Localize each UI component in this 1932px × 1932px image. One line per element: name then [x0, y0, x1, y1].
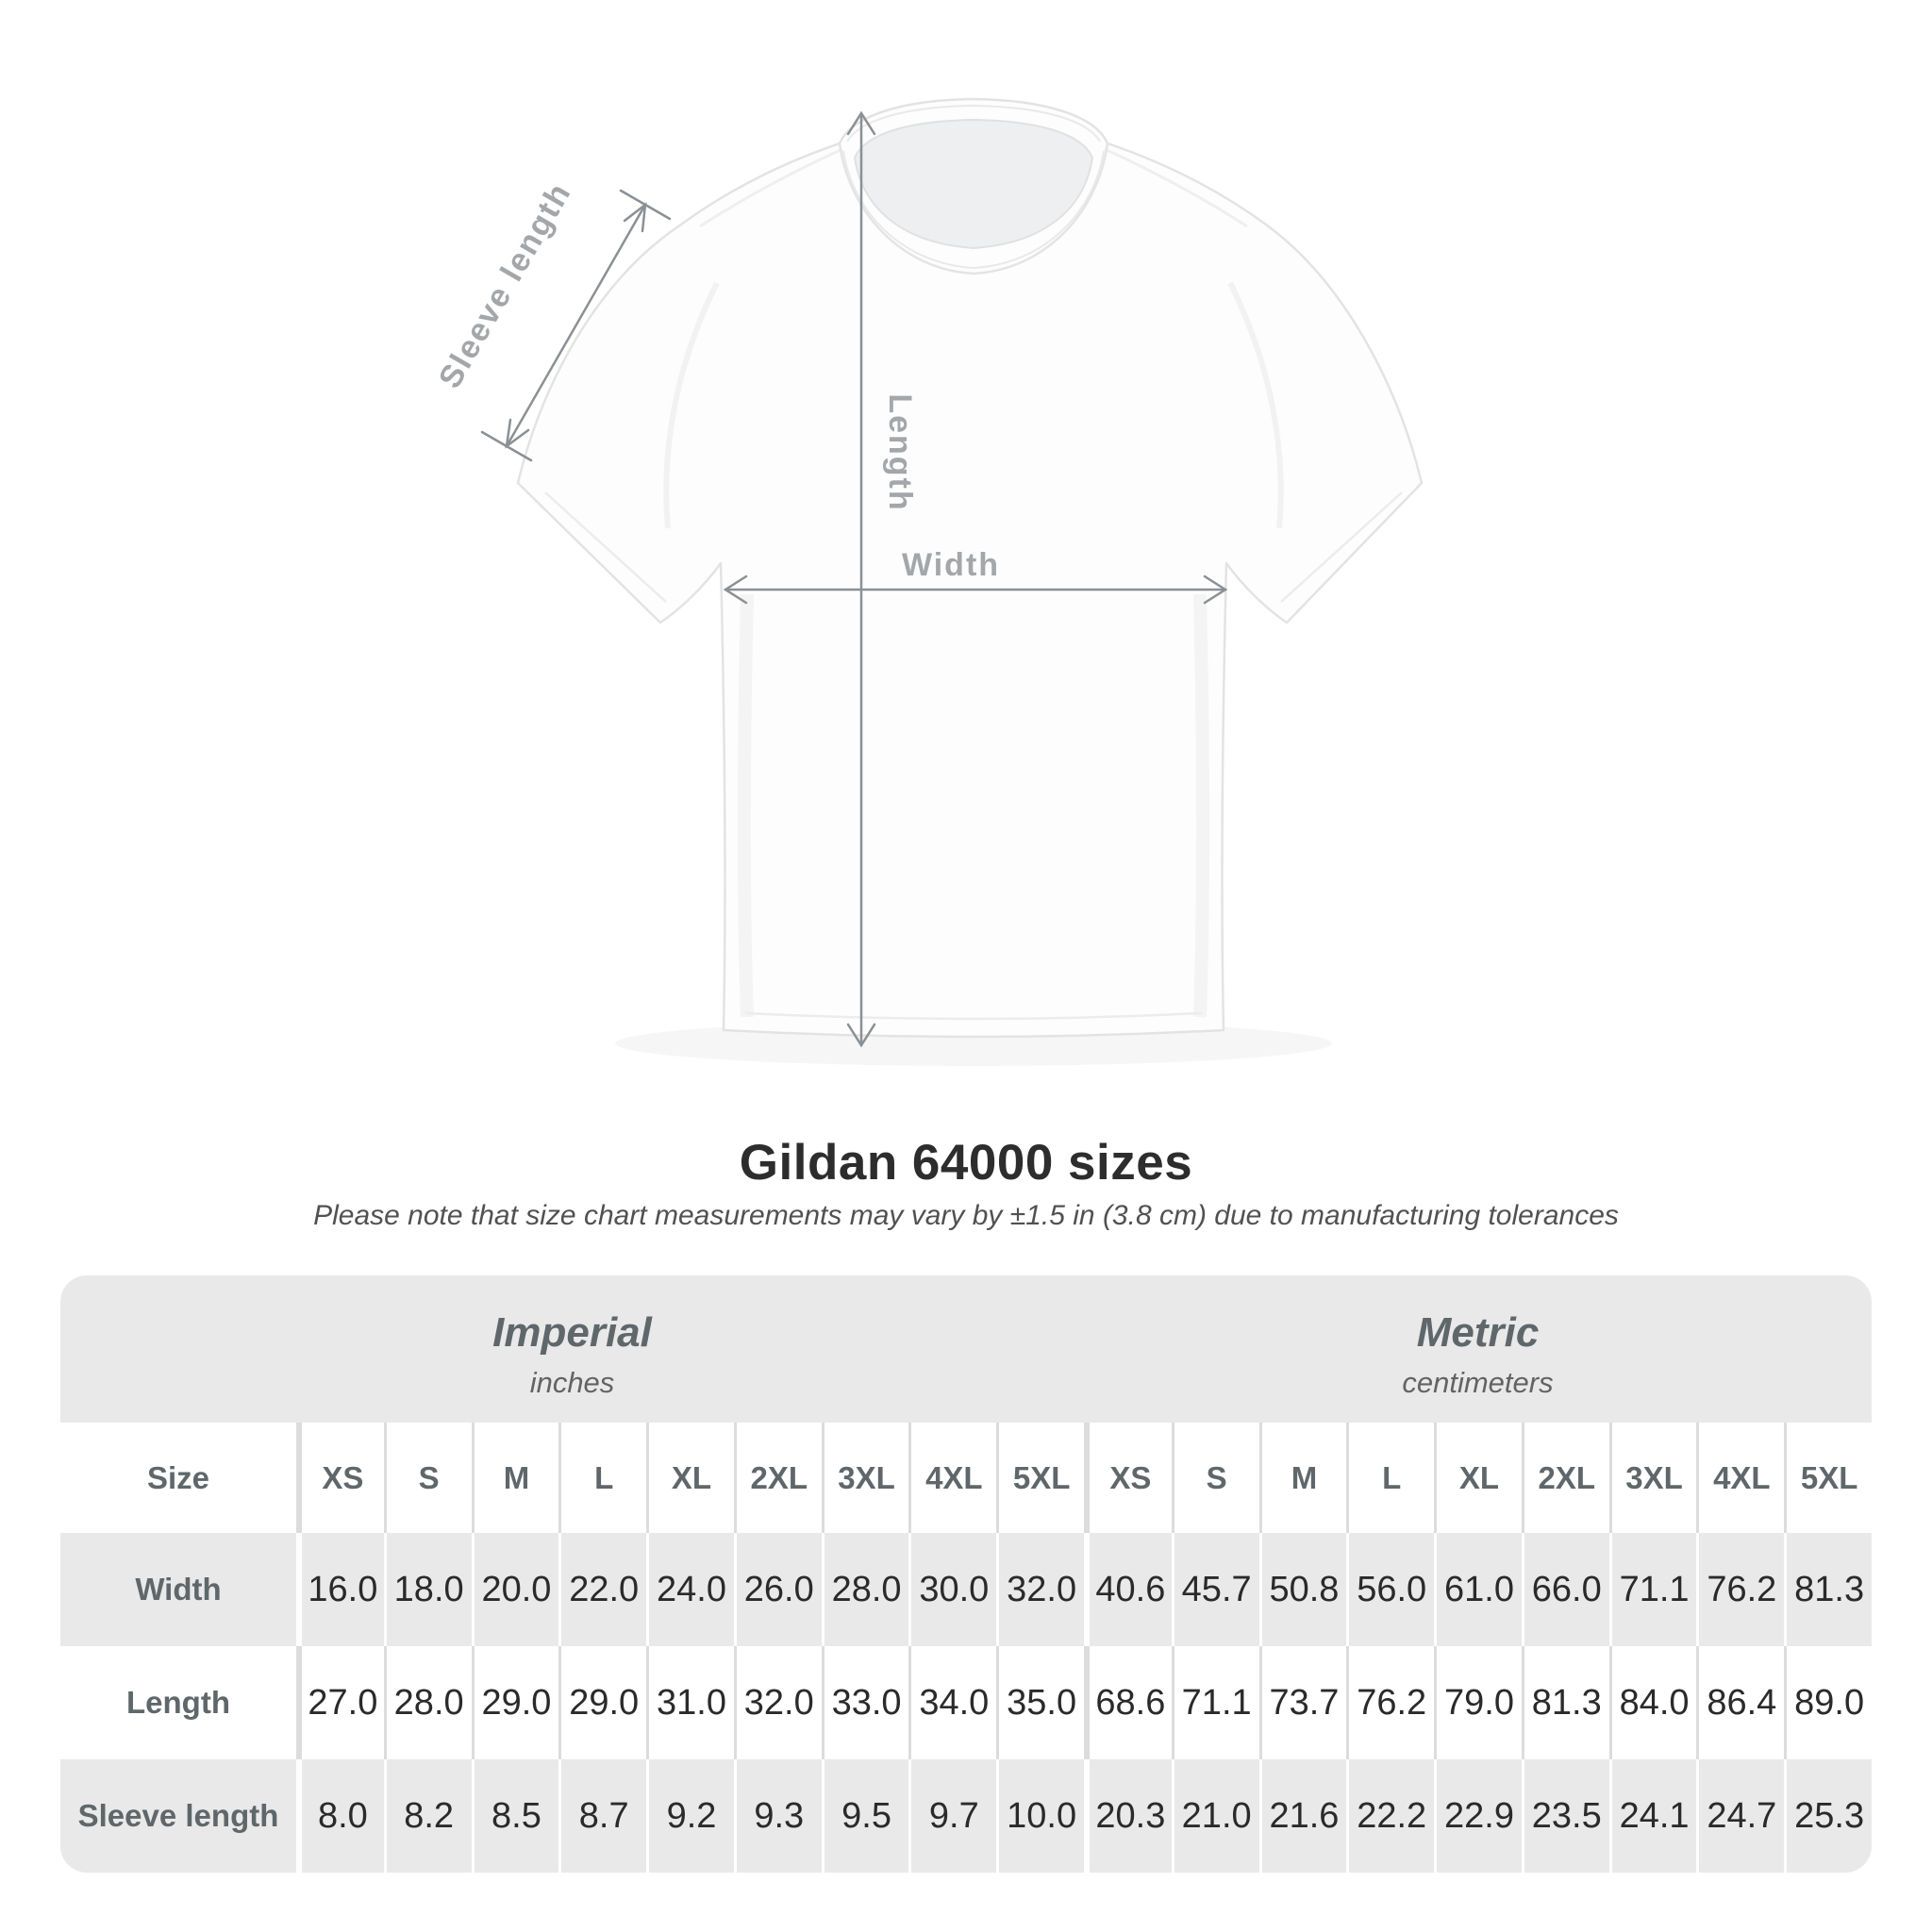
- size-header-imperial-m: M: [472, 1423, 559, 1533]
- value-cell: 20.3: [1084, 1759, 1172, 1873]
- value-cell: 61.0: [1434, 1533, 1522, 1646]
- value-cell: 40.6: [1084, 1533, 1172, 1646]
- body-shade-right: [1200, 594, 1203, 1017]
- value-cell: 71.1: [1609, 1533, 1697, 1646]
- sleeve-length-label: Sleeve length: [431, 175, 579, 395]
- value-cell: 89.0: [1784, 1646, 1872, 1759]
- size-header-row: [60, 1423, 1872, 1533]
- table-row-length: [60, 1646, 1872, 1759]
- value-cell: 20.0: [472, 1533, 559, 1646]
- size-header-metric-xs: XS: [1084, 1423, 1172, 1533]
- value-cell: 34.0: [908, 1646, 996, 1759]
- value-cell: 9.5: [822, 1759, 909, 1873]
- value-cell: 26.0: [734, 1533, 822, 1646]
- value-cell: 9.7: [908, 1759, 996, 1873]
- value-cell: 81.3: [1522, 1646, 1609, 1759]
- size-header-metric-m: M: [1259, 1423, 1347, 1533]
- value-cell: 31.0: [646, 1646, 734, 1759]
- size-header-imperial-s: S: [384, 1423, 472, 1533]
- length-label: Length: [882, 393, 918, 512]
- value-cell: 33.0: [822, 1646, 909, 1759]
- value-cell: 8.7: [558, 1759, 646, 1873]
- value-cell: 10.0: [996, 1759, 1084, 1873]
- value-cell: 56.0: [1346, 1533, 1434, 1646]
- page-title: Gildan 64000 sizes: [739, 1135, 1193, 1191]
- value-cell: 8.0: [296, 1759, 384, 1873]
- size-header-metric-4xl: 4XL: [1696, 1423, 1784, 1533]
- size-header-metric-5xl: 5XL: [1784, 1423, 1872, 1533]
- value-cell: 8.2: [384, 1759, 472, 1873]
- shirt-measurement-diagram: [377, 47, 1547, 1151]
- unit-group-imperial-name: Imperial: [492, 1309, 652, 1356]
- value-cell: 27.0: [296, 1646, 384, 1759]
- table-row-width: [60, 1533, 1872, 1646]
- value-cell: 16.0: [296, 1533, 384, 1646]
- size-header-imperial-xl: XL: [646, 1423, 734, 1533]
- value-cell: 76.2: [1346, 1646, 1434, 1759]
- value-cell: 32.0: [734, 1646, 822, 1759]
- unit-group-imperial: [60, 1275, 1084, 1423]
- value-cell: 50.8: [1259, 1533, 1347, 1646]
- value-cell: 22.0: [558, 1533, 646, 1646]
- value-cell: 84.0: [1609, 1646, 1697, 1759]
- value-cell: 24.1: [1609, 1759, 1697, 1873]
- shirt-diagram-svg: [377, 47, 1547, 1151]
- row-label-sleeve-length: Sleeve length: [77, 1798, 279, 1833]
- value-cell: 23.5: [1522, 1759, 1609, 1873]
- value-cell: 81.3: [1784, 1533, 1872, 1646]
- size-header-label: Size: [146, 1459, 210, 1495]
- value-cell: 22.2: [1346, 1759, 1434, 1873]
- value-cell: 76.2: [1696, 1533, 1784, 1646]
- unit-group-metric: [1084, 1275, 1872, 1423]
- tolerance-note: Please note that size chart measurements may vary by ±1.5 in (3.8 cm) due to manufacturing tolerances: [313, 1200, 1619, 1231]
- size-header-metric-xl: XL: [1434, 1423, 1522, 1533]
- value-cell: 30.0: [908, 1533, 996, 1646]
- size-header-imperial-l: L: [558, 1423, 646, 1533]
- value-cell: 35.0: [996, 1646, 1084, 1759]
- value-cell: 9.3: [734, 1759, 822, 1873]
- value-cell: 25.3: [1784, 1759, 1872, 1873]
- table-row-sleeve-length: [60, 1759, 1872, 1873]
- body-shade-left: [744, 594, 747, 1017]
- value-cell: 21.0: [1172, 1759, 1259, 1873]
- value-cell: 71.1: [1172, 1646, 1259, 1759]
- value-cell: 73.7: [1259, 1646, 1347, 1759]
- size-table: [60, 1275, 1872, 1873]
- value-cell: 8.5: [472, 1759, 559, 1873]
- unit-group-metric-unit: centimeters: [1402, 1366, 1554, 1399]
- value-cell: 9.2: [646, 1759, 734, 1873]
- value-cell: 22.9: [1434, 1759, 1522, 1873]
- value-cell: 32.0: [996, 1533, 1084, 1646]
- value-cell: 68.6: [1084, 1646, 1172, 1759]
- size-header-metric-2xl: 2XL: [1522, 1423, 1609, 1533]
- size-header-imperial-2xl: 2XL: [734, 1423, 822, 1533]
- value-cell: 24.7: [1696, 1759, 1784, 1873]
- value-cell: 66.0: [1522, 1533, 1609, 1646]
- unit-header-row: [60, 1275, 1872, 1423]
- width-label: Width: [901, 547, 1001, 583]
- unit-group-metric-name: Metric: [1416, 1309, 1540, 1356]
- value-cell: 29.0: [472, 1646, 559, 1759]
- row-label-width: Width: [135, 1572, 222, 1607]
- size-header-imperial-5xl: 5XL: [996, 1423, 1084, 1533]
- size-header-metric-s: S: [1172, 1423, 1259, 1533]
- size-header-imperial-3xl: 3XL: [822, 1423, 909, 1533]
- value-cell: 45.7: [1172, 1533, 1259, 1646]
- value-cell: 18.0: [384, 1533, 472, 1646]
- value-cell: 79.0: [1434, 1646, 1522, 1759]
- value-cell: 28.0: [822, 1533, 909, 1646]
- size-header-imperial-4xl: 4XL: [908, 1423, 996, 1533]
- unit-group-imperial-unit: inches: [529, 1366, 615, 1399]
- row-label-length: Length: [126, 1685, 230, 1720]
- size-header-metric-l: L: [1346, 1423, 1434, 1533]
- size-header-metric-3xl: 3XL: [1609, 1423, 1697, 1533]
- value-cell: 29.0: [558, 1646, 646, 1759]
- size-header-imperial-xs: XS: [296, 1423, 384, 1533]
- value-cell: 28.0: [384, 1646, 472, 1759]
- value-cell: 21.6: [1259, 1759, 1347, 1873]
- value-cell: 24.0: [646, 1533, 734, 1646]
- value-cell: 86.4: [1696, 1646, 1784, 1759]
